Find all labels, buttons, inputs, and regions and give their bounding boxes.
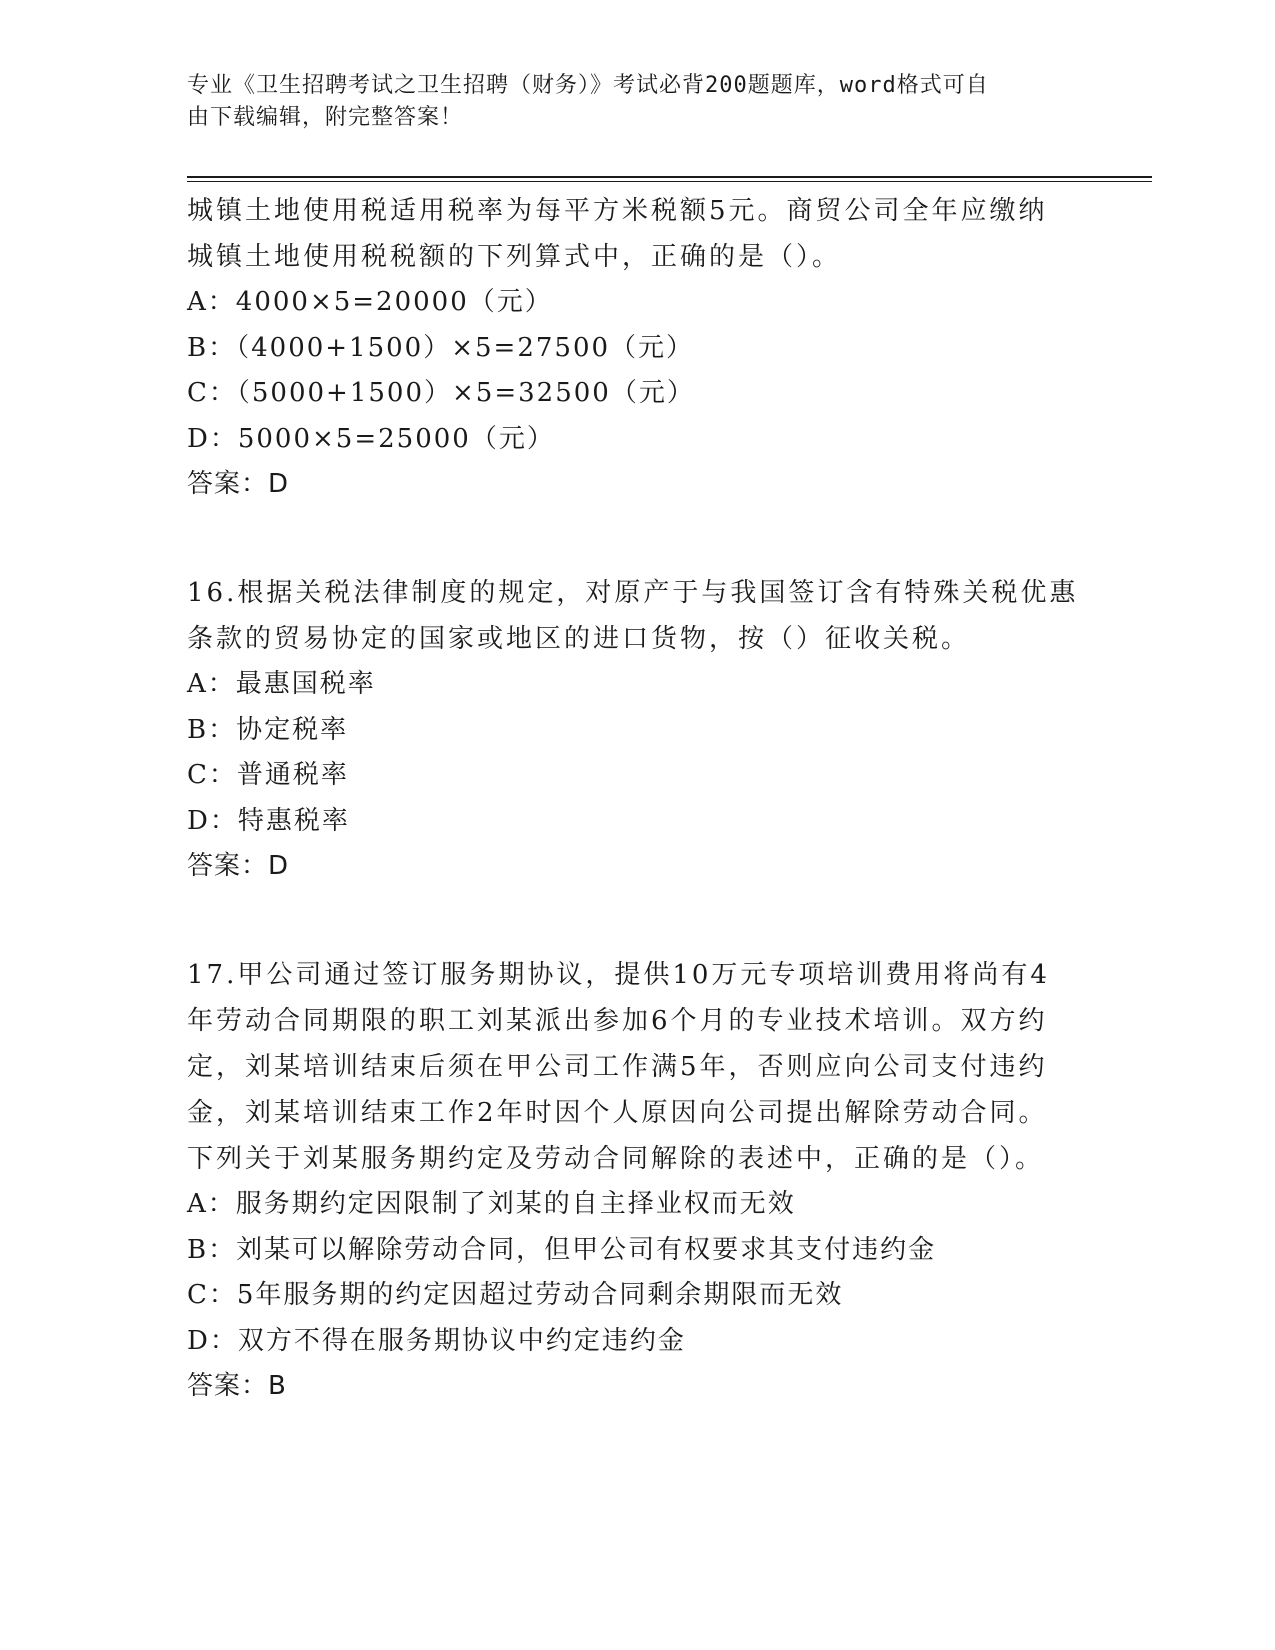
option-b: B：协定税率 [187, 714, 349, 745]
option-b: B：刘某可以解除劳动合同，但甲公司有权要求其支付违约金 [187, 1234, 937, 1265]
question-text-line: 下列关于刘某服务期约定及劳动合同解除的表述中，正确的是（）。 [187, 1144, 1045, 1174]
option-b: B：（4000+1500）×5=27500（元） [187, 332, 695, 363]
option-a: A：4000×5=20000（元） [187, 287, 553, 317]
question-text-line: 17.甲公司通过签订服务期协议，提供10万元专项培训费用将尚有4 [187, 960, 1050, 990]
header-line-1: 专业《卫生招聘考试之卫生招聘（财务）》考试必背200题题库，word格式可自 [187, 73, 989, 98]
option-a: A：最惠国税率 [187, 669, 376, 699]
option-c: C：5年服务期的约定因超过劳动合同剩余期限而无效 [187, 1280, 844, 1310]
option-d: D：双方不得在服务期协议中约定违约金 [187, 1325, 686, 1356]
question-text-line: 城镇土地使用税税额的下列算式中，正确的是（）。 [187, 242, 842, 272]
document-header [187, 70, 1067, 134]
header-line-2: 由下载编辑，附完整答案！ [187, 105, 464, 130]
question-17 [187, 952, 1087, 1408]
answer-line: 答案：D [187, 851, 290, 881]
option-c: C：（5000+1500）×5=32500（元） [187, 378, 695, 408]
header-divider-thick [187, 176, 1152, 178]
question-spacer [187, 888, 1087, 952]
question-text-line: 年劳动合同期限的职工刘某派出参加6个月的专业技术培训。双方约 [187, 1006, 1048, 1036]
question-text-line: 城镇土地使用税适用税率为每平方米税额5元。商贸公司全年应缴纳 [187, 196, 1048, 226]
question-16 [187, 570, 1087, 888]
header-divider-thin [187, 181, 1152, 182]
option-a: A：服务期约定因限制了刘某的自主择业权而无效 [187, 1189, 796, 1219]
question-text-line: 16.根据关税法律制度的规定，对原产于与我国签订含有特殊关税优惠 [187, 578, 1079, 608]
option-d: D：特惠税率 [187, 805, 350, 836]
answer-line: 答案：B [187, 1371, 287, 1401]
question-text-line: 定，刘某培训结束后须在甲公司工作满5年，否则应向公司支付违约 [187, 1052, 1048, 1082]
option-c: C：普通税率 [187, 760, 349, 790]
question-text-line: 条款的贸易协定的国家或地区的进口货物，按（）征收关税。 [187, 624, 971, 654]
question-15 [187, 188, 1087, 506]
questions-list [187, 188, 1087, 1408]
question-text-line: 金，刘某培训结束工作2年时因个人原因向公司提出解除劳动合同。 [187, 1098, 1048, 1128]
question-spacer [187, 506, 1087, 570]
answer-line: 答案：D [187, 469, 290, 499]
option-d: D：5000×5=25000（元） [187, 423, 555, 454]
